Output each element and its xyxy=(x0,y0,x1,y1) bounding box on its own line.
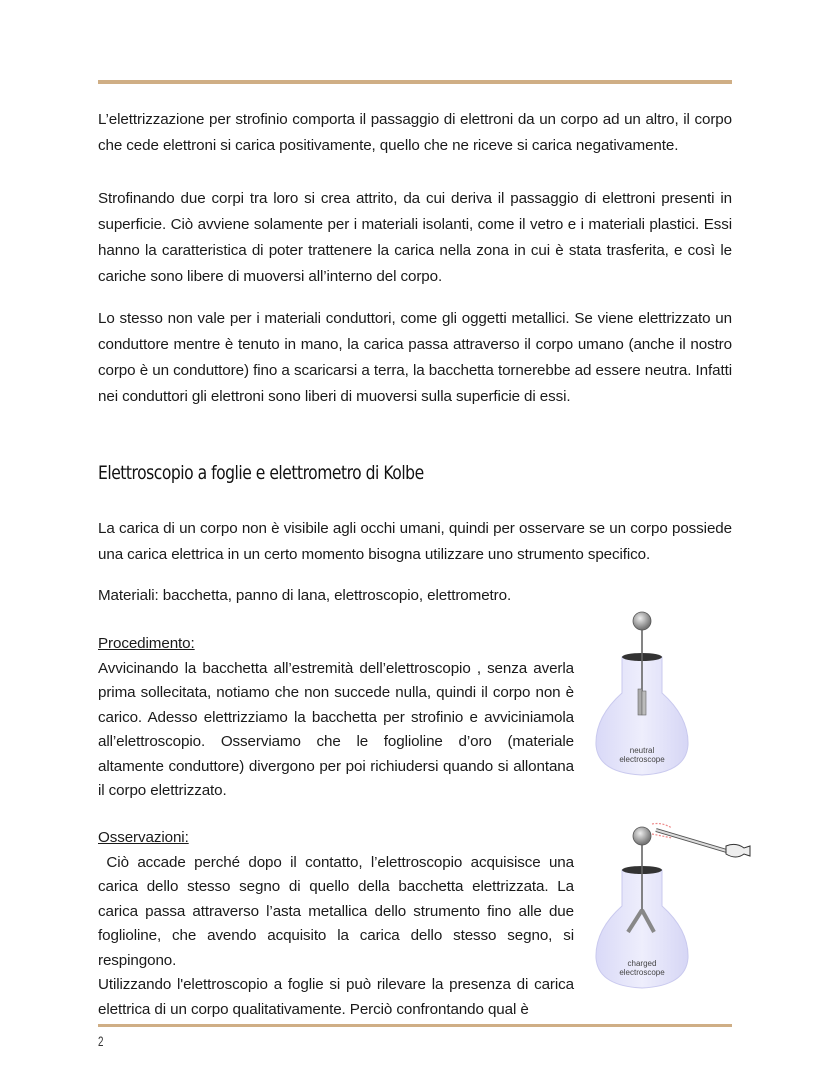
paragraph-strofinio xyxy=(98,107,732,159)
header-rule xyxy=(98,80,732,84)
charged-label-2: electroscope xyxy=(619,968,665,977)
paragraph-text: L’elettrizzazione per strofinio comporta il passaggio di elettroni da un corpo ad un altro, il corpo che cede elettroni si carica positivamente, quello che ne riceve si carica negativamente. xyxy=(98,111,732,154)
section-intro xyxy=(98,516,732,568)
observations-block xyxy=(98,826,579,1022)
procedure-block xyxy=(98,632,574,804)
paragraph-text: Strofinando due corpi tra loro si crea attrito, da cui deriva il passaggio di elettroni presenti in superficie. Ciò avviene solamente per i materiali isolanti, come il vetro e i materiali plastici. Essi hanno la caratteristica di poter trattenere la carica nella zona in cui è stata trasferita, e così le cariche sono libere di muoversi all’interno del corpo. xyxy=(98,190,732,285)
paragraph-text: Materiali: bacchetta, panno di lana, elettroscopio, elettrometro. xyxy=(98,587,512,604)
footer-rule xyxy=(98,1024,732,1027)
observations-text: Ciò accade perché dopo il contatto, l’elettroscopio acquisisce una carica dello stesso segno di quello della bacchetta elettrizzata. La carica passa attraverso l’asta metallica dello strumento fino alle due foglioline, che avendo acquisito la carica dello stesso segno, si respingono. xyxy=(98,853,579,969)
observations-text-2: Utilizzando l'elettroscopio a foglie si può rilevare la presenza di carica elettrica di un corpo qualitativamente. Perciò confrontando qual è xyxy=(98,976,574,1018)
neutral-electroscope-figure xyxy=(590,605,695,785)
neutral-label-2: electroscope xyxy=(619,755,665,764)
paragraph-isolanti xyxy=(98,186,732,290)
observations-heading: Osservazioni: xyxy=(98,829,189,846)
paragraph-text: Lo stesso non vale per i materiali conduttori, come gli oggetti metallici. Se viene elettrizzato un conduttore mentre è tenuto in mano, la carica passa attraverso il corpo umano (anche il nostro corpo è un conduttore) fino a scaricarsi a terra, la bacchetta tornerebbe ad essere neutra. Infatti nei conduttori gli elettroni sono liberi di muoversi sulla superficie di essi. xyxy=(98,310,732,405)
charged-electroscope-icon xyxy=(590,818,760,993)
procedure-heading: Procedimento: xyxy=(98,635,195,652)
charged-label: charged xyxy=(627,959,657,968)
procedure-text: Avvicinando la bacchetta all’estremità dell’elettroscopio , senza averla prima sollecitata, notiamo che non succede nulla, quindi il corpo non è carico. Adesso elettrizziamo la bacchetta per strofinio e avviciniamola all’elettroscopio. Osserviamo che le foglioline d’oro (materiale altamente conduttore) divergono per poi richiudersi quando si allontana il corpo elettrizzato. xyxy=(98,659,574,799)
charged-electroscope-figure xyxy=(590,818,760,993)
section-title: Elettroscopio a foglie e elettrometro di Kolbe xyxy=(98,462,424,484)
paragraph-text: La carica di un corpo non è visibile agli occhi umani, quindi per osservare se un corpo possiede una carica elettrica in un certo momento bisogna utilizzare uno strumento specifico. xyxy=(98,520,732,563)
paragraph-conduttori xyxy=(98,306,732,410)
neutral-label: neutral xyxy=(629,746,655,755)
neutral-electroscope-icon xyxy=(590,605,695,785)
page-number: 2 xyxy=(98,1033,104,1049)
